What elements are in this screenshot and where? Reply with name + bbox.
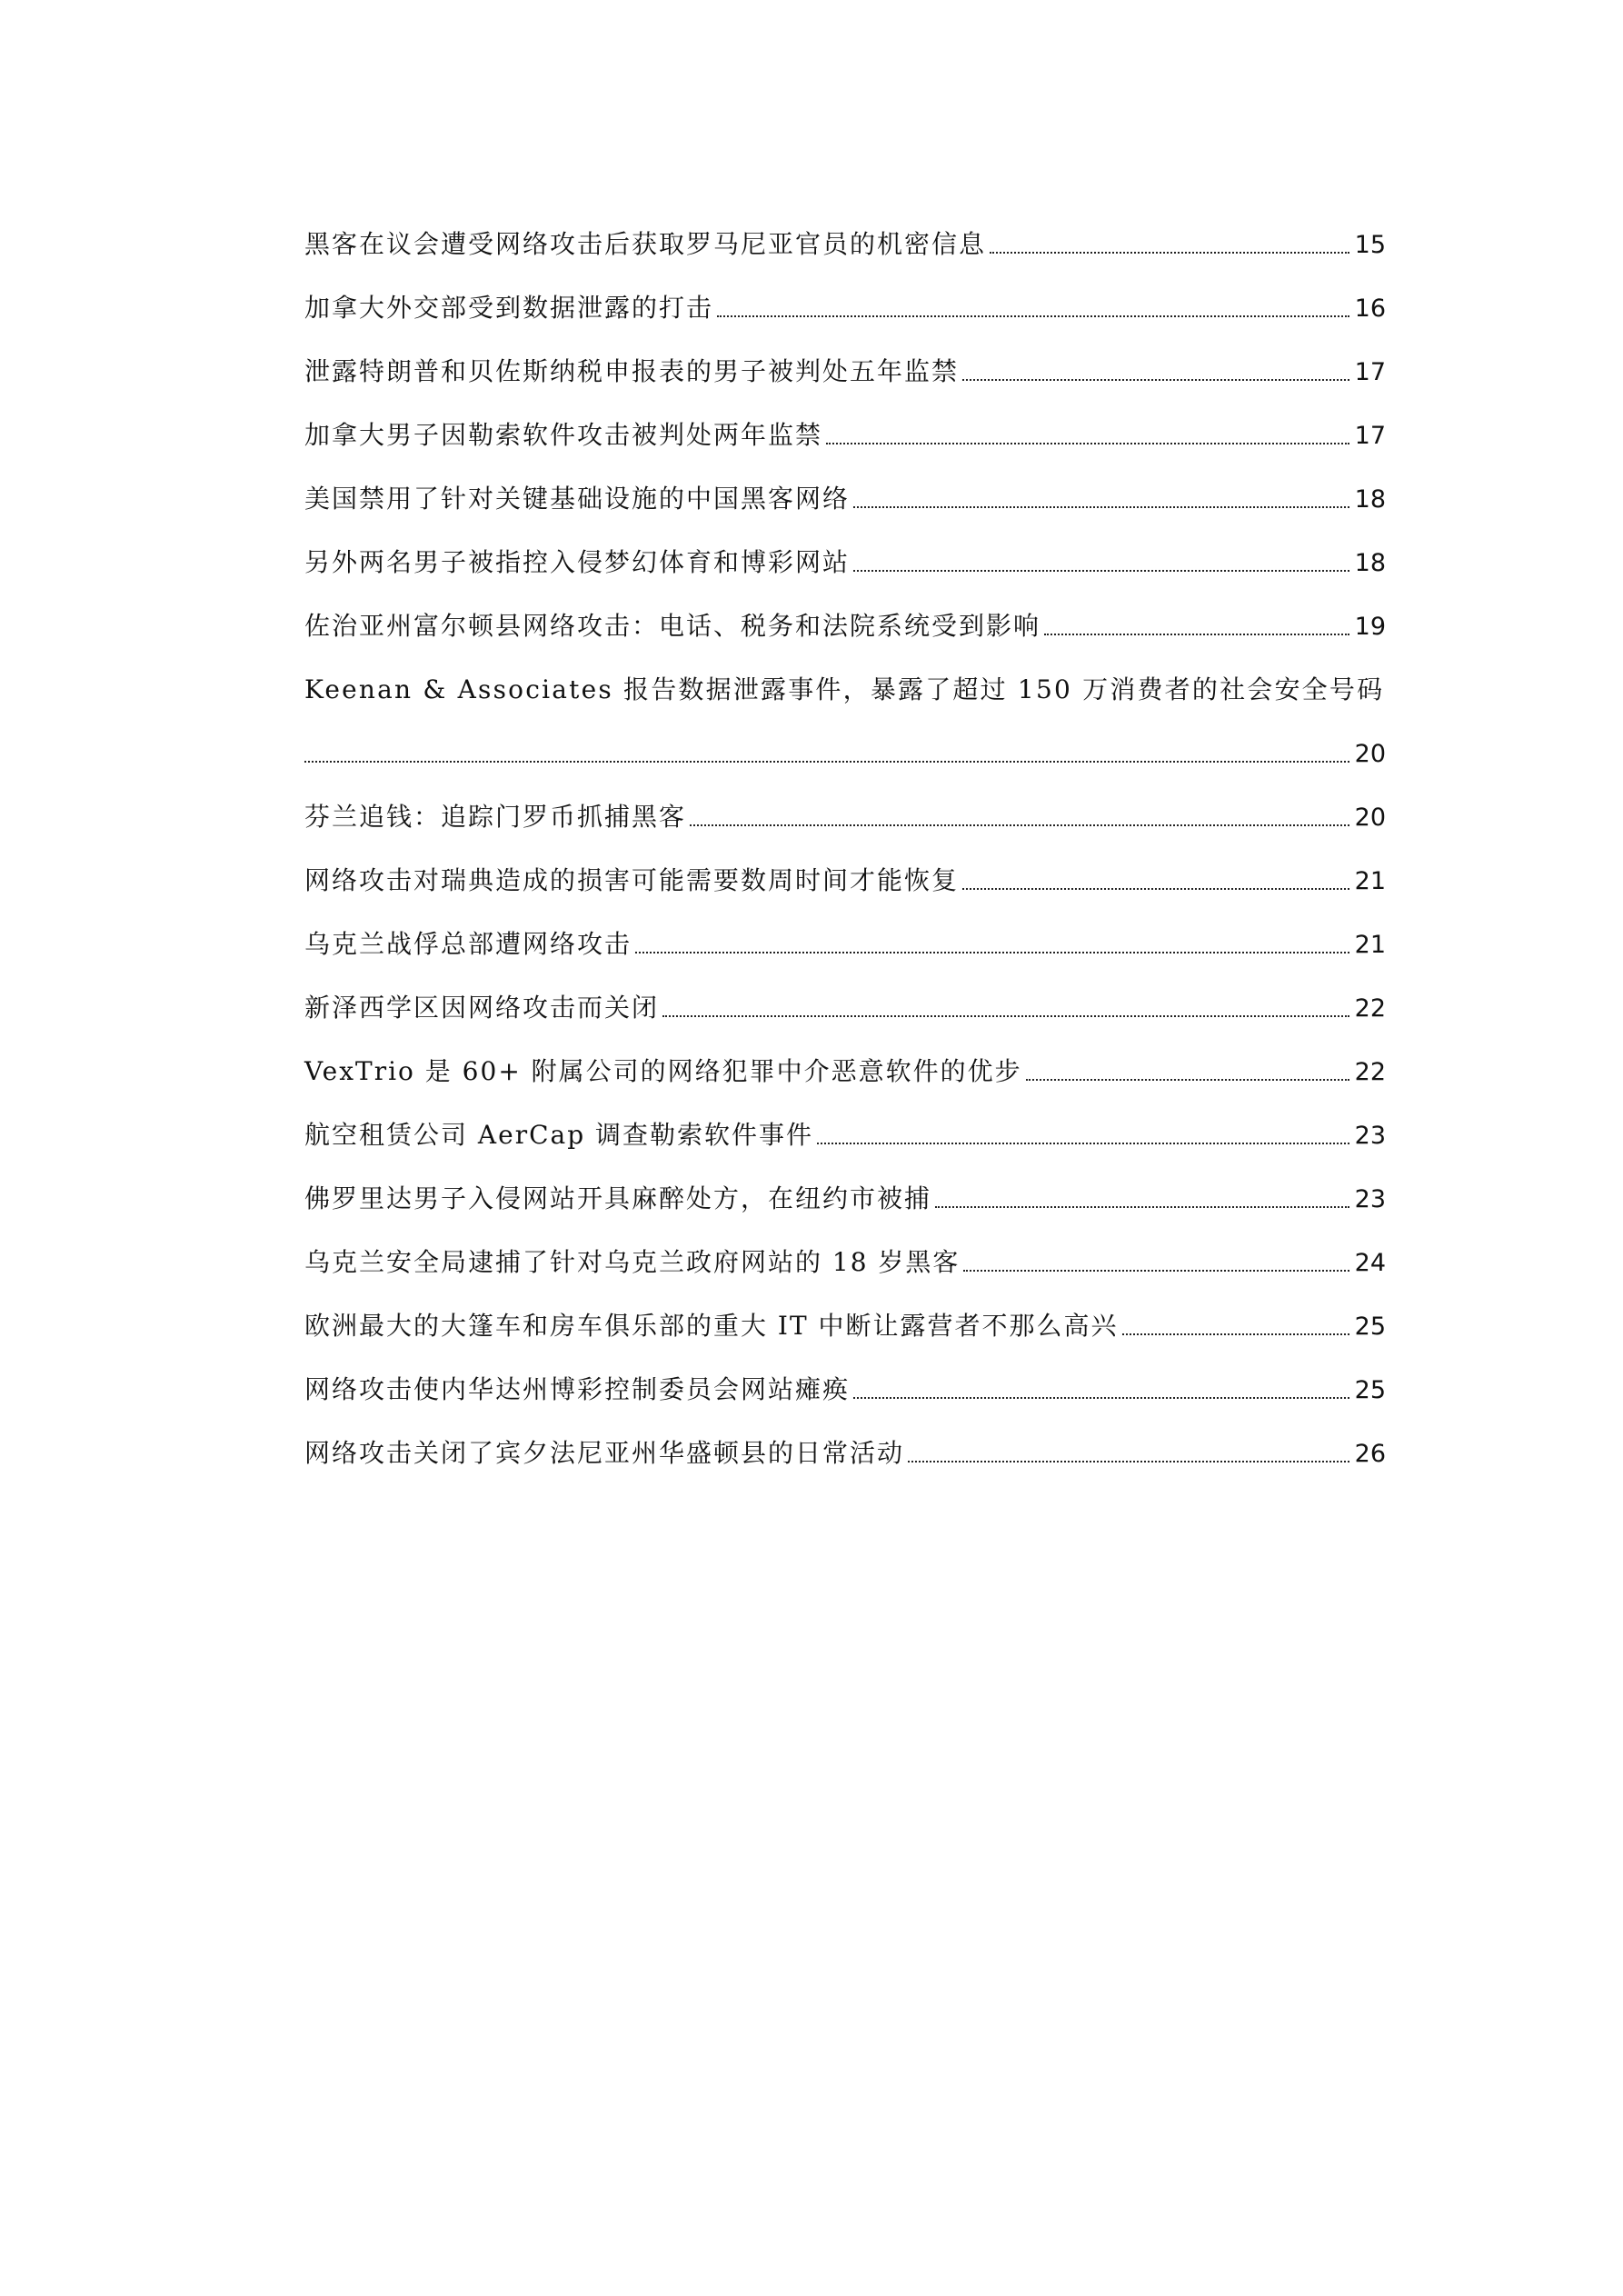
toc-entry[interactable] bbox=[304, 1413, 1386, 1477]
toc-entry-page: 23 bbox=[1354, 1185, 1386, 1213]
toc-leader-dots bbox=[853, 1397, 1349, 1399]
toc-entry-page: 18 bbox=[1354, 549, 1386, 577]
toc-entry[interactable] bbox=[304, 968, 1386, 1032]
toc-entry[interactable] bbox=[304, 332, 1386, 395]
toc-entry-page: 18 bbox=[1354, 485, 1386, 514]
toc-entry-title: 佐治亚州富尔顿县网络攻击：电话、税务和法院系统受到影响 bbox=[304, 611, 1041, 641]
toc-entry[interactable] bbox=[304, 395, 1386, 459]
toc-entry[interactable] bbox=[304, 523, 1386, 586]
toc-entry-title: VexTrio 是 60+ 附属公司的网络犯罪中介恶意软件的优步 bbox=[304, 1056, 1022, 1086]
toc-leader-dots bbox=[962, 888, 1349, 890]
toc-entry-page: 25 bbox=[1354, 1376, 1386, 1404]
toc-entry[interactable] bbox=[304, 650, 1386, 777]
toc-entry[interactable] bbox=[304, 841, 1386, 904]
toc-entry-title: 黑客在议会遭受网络攻击后获取罗马尼亚官员的机密信息 bbox=[304, 229, 987, 259]
toc-entry-title: 乌克兰战俘总部遭网络攻击 bbox=[304, 929, 632, 959]
toc-leader-dots bbox=[817, 1143, 1349, 1144]
toc-leader-dots bbox=[908, 1461, 1349, 1462]
toc-entry-page: 26 bbox=[1354, 1440, 1386, 1468]
toc-entry-title: 乌克兰安全局逮捕了针对乌克兰政府网站的 18 岁黑客 bbox=[304, 1247, 961, 1277]
toc-leader-dots bbox=[853, 570, 1349, 572]
toc-leader-dots bbox=[853, 506, 1349, 508]
toc-entry-page: 17 bbox=[1354, 358, 1386, 386]
toc-entry[interactable] bbox=[304, 586, 1386, 650]
toc-entry-page: 21 bbox=[1354, 867, 1386, 895]
toc-leader-dots bbox=[304, 761, 1349, 763]
toc-entry[interactable] bbox=[304, 1350, 1386, 1413]
toc-entry-title: 网络攻击使内华达州博彩控制委员会网站瘫痪 bbox=[304, 1374, 851, 1404]
toc-entry[interactable] bbox=[304, 205, 1386, 268]
toc-leader-dots bbox=[1044, 634, 1349, 635]
toc-entry-page: 17 bbox=[1354, 422, 1386, 450]
toc-entry-title: 泄露特朗普和贝佐斯纳税申报表的男子被判处五年监禁 bbox=[304, 356, 960, 386]
toc-leader-dots bbox=[963, 1270, 1349, 1272]
toc-entry-page: 23 bbox=[1354, 1122, 1386, 1150]
toc-entry-page: 20 bbox=[1354, 740, 1386, 768]
toc-entry-title: 网络攻击关闭了宾夕法尼亚州华盛顿县的日常活动 bbox=[304, 1438, 905, 1468]
toc-entry[interactable] bbox=[304, 904, 1386, 968]
toc-entry-page: 15 bbox=[1354, 231, 1386, 259]
toc-entry[interactable] bbox=[304, 777, 1386, 841]
toc-leader-dots bbox=[1026, 1079, 1349, 1081]
toc-entry-page: 24 bbox=[1354, 1249, 1386, 1277]
toc-leader-dots bbox=[662, 1015, 1349, 1017]
toc-entry-title: 新泽西学区因网络攻击而关闭 bbox=[304, 993, 660, 1023]
toc-leader-dots bbox=[826, 443, 1349, 444]
toc-entry-title: 欧洲最大的大篷车和房车俱乐部的重大 IT 中断让露营者不那么高兴 bbox=[304, 1311, 1119, 1341]
toc-entry-page: 19 bbox=[1354, 613, 1386, 641]
toc-entry-title: 另外两名男子被指控入侵梦幻体育和博彩网站 bbox=[304, 547, 851, 577]
toc-leader-dots bbox=[635, 952, 1349, 953]
toc-entry-page: 21 bbox=[1354, 931, 1386, 959]
toc-entry[interactable] bbox=[304, 1095, 1386, 1159]
toc-entry-page: 16 bbox=[1354, 294, 1386, 323]
toc-entry-title: 佛罗里达男子入侵网站开具麻醉处方，在纽约市被捕 bbox=[304, 1183, 932, 1213]
toc-entry-page: 22 bbox=[1354, 1058, 1386, 1086]
toc-entry-title: 加拿大外交部受到数据泄露的打击 bbox=[304, 293, 714, 323]
toc-entry-title: 加拿大男子因勒索软件攻击被判处两年监禁 bbox=[304, 420, 823, 450]
toc-entry-title: Keenan & Associates 报告数据泄露事件，暴露了超过 150 万消费者的社会安全号码 bbox=[304, 674, 1385, 704]
toc-entry-title: 芬兰追钱：追踪门罗币抓捕黑客 bbox=[304, 802, 687, 832]
toc-entry-title: 美国禁用了针对关键基础设施的中国黑客网络 bbox=[304, 484, 851, 514]
table-of-contents bbox=[304, 205, 1386, 1477]
toc-entry[interactable] bbox=[304, 459, 1386, 523]
toc-entry[interactable] bbox=[304, 1286, 1386, 1350]
toc-leader-dots bbox=[935, 1206, 1349, 1208]
toc-entry-page: 22 bbox=[1354, 994, 1386, 1023]
toc-leader-dots bbox=[690, 824, 1349, 826]
toc-entry[interactable] bbox=[304, 268, 1386, 332]
toc-entry[interactable] bbox=[304, 1032, 1386, 1095]
toc-entry-title: 网络攻击对瑞典造成的损害可能需要数周时间才能恢复 bbox=[304, 865, 960, 895]
toc-leader-dots bbox=[1122, 1333, 1349, 1335]
toc-entry-page: 20 bbox=[1354, 804, 1386, 832]
toc-entry-title: 航空租赁公司 AerCap 调查勒索软件事件 bbox=[304, 1120, 814, 1150]
toc-leader-dots bbox=[717, 315, 1349, 317]
toc-leader-dots bbox=[990, 252, 1349, 254]
toc-entry[interactable] bbox=[304, 1159, 1386, 1223]
toc-entry[interactable] bbox=[304, 1223, 1386, 1286]
toc-leader-dots bbox=[962, 379, 1349, 381]
toc-entry-page: 25 bbox=[1354, 1313, 1386, 1341]
